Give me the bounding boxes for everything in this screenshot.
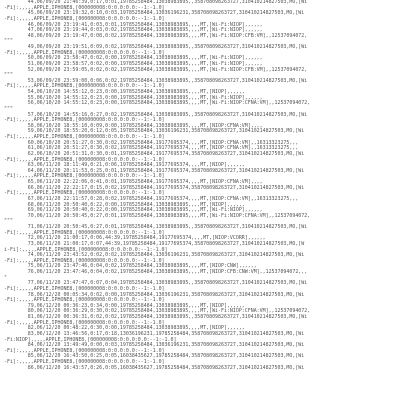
call-log-text: 44,06/09/20 21:46:39,0:17,0:01,19785258484,13038983895,,358708098263727,310410214827503,MO,[Wi -Fi]:,,,,,APPLE,IPHONE8,[000000008:0:0.0:0.0:--1:-1.0] 45,06/09/20 23:19:32,0:10,0:03,19785258484,13036196231,358708098263727,310410214827503,MO,[Wi -Fi]:,,,,,APPLE,IPHONE8,[000000008:0:0.0:0.0:--1:-1.0] 46,06/09/20 23:19:41,0:03,0:01,19785258484,13038983895,,,,MT,[Wi-Fi:NIOP],,,,,, 47,06/09/20 23:19:44,0:03,0:02,19785258484,13038983895,,,,MT,[Wi-Fi:NIOP],,,,,, 48,06/09/20 23:19:47,0:08,0:02,19785258484,13038983895,,,,MT,[Wi-Fi:NIOP:CFB:VM],,12537094072, """ 49,06/09/20 23:19:51,0:09,0:02,19785258484,13038983895,,358708098263727,310410214827503,MO,[Wi -Fi]:,,,,,APPLE,IPHONE8,[000000008:0:0.0:0.0:--1:-1.0] 50,06/09/20 23:58:47,0:02,0:00,19785258484,13038983895,,,,MT,[Wi-Fi:NIOP],,,,,, 51,06/09/20 23:58:57,0:02,0:00,19785258484,13038983895,,,,MT,[Wi-Fi:NIOP],,,,,, 52,06/09/20 23:59:05,0:02,0:02,19785258484,13038983895,,,,MT,[Wi-Fi:NIOP:CFB:VM],,12537094072, """ 53,06/09/20 23:59:00,0:06,0:02,19785258484,13038983895,,358708098263727,310410214827503,MO,[Wi -Fi]:,,,,,APPLE,IPHONE8,[000000008:0:0.0:0.0:--1:-1.0] 54,06/10/20 14:55:12,0:23,0:00,19785258484,13038983895,,,,MT,[NIOP],,,,,, 55,06/10/20 14:55:12,0:23,0:00,19785258484,13038983895,,,,MT,[Wi-Fi:NIOP],,,,,, 56,06/10/20 14:55:12,0:23,0:00,19785258484,13038983895,,,,MT,[Wi-Fi:NIOP:CFNA:VM],,12537094072, """ 57,06/10/20 14:55:16,0:27,0:02,19785258484,13038983895,,358708098263727,310410214827503,MO,[Wi -Fi]:,,,,,APPLE,IPHONE8,[000000008:0:0.0:0.0:--1:-1.0] 58,06/10/20 18:55:10,0:09,0:00,19785258484,13038983895,,,,MT,[NIOP:CFNA:VM],,,, 59,06/10/20 18:55:20,0:12,0:05,19785258484,13036196231,358708098263727,310410214827503,MO,[Wi -Fi]:,,,,,APPLE,IPHONE8,[000000008:0:0.0:0.0:--1:-1.0] 60,06/10/20 20:51:27,0:30,0:02,19785258484,19177695374,,,,MT,[NIOP:CFNA:VM],,16313323275,,, 61,06/10/20 20:51:27,0:30,0:02,19785258484,19177695374,,,,MT,[NIOP:CFNA:VM],,16313323275,,, 62,06/10/20 20:51:31,0:30,0:01,19785258484,19177695374,358708098263727,310410214827503,MO,[Wi -Fi]:,,,,,APPLE,IPHONE8,[000000008:0:0.0:0.0:--1:-1.0] 63,06/11/20 18:11:49,0:21,0:06,19785258484,19177695374,,,,MT,[NIOP],,,,,, 64,06/11/20 20:11:53,0:25,0:01,19785258484,19177695374,358708098263727,310410214827503,MO,[Wi -Fi]:,,,,,APPLE,IPHONE8,[000000008:0:0.0:0.0:--1:-1.0] 65,06/11/20 22:22:06,0:41,0:01,19785258484,19177695374,,,,MT,[NIOP:CFNA:VM],,,, 66,06/11/20 22:22:17,0:15,0:02,19785258484,19177695374,358708098263727,310410214827503,MO,[Wi -Fi]:,,,,,APPLE,IPHONE8,[000000008:0:0.0:0.0:--1:-1.0] 67,06/11/20 22:11:57,0:28,0:02,19785258484,19177695374,,,,MT,[NIOP:CFNA:VM],,16313323275,,, 68,06/11/20 20:50:40,0:22,0:00,19785258484,13038983895,,,,MT,[NIOP],,,,,, 69,06/11/20 20:50:40,0:22,0:00,19785258484,13038983895,,,,MT,[Wi-Fi:NIOP],,,,,, 70,06/11/20 20:50:45,0:27,0:01,19785258484,13038983895,,,,MT,[Wi-Fi:NIOP:CFNA:VM],,12537094072, """ 71,06/11/20 20:50:45,0:27,0:01,19785258484,13038983895,,358708098263727,310410214827503,MO,[Wi -Fi]:,,,,,APPLE,IPHONE8,[000000008:0:0.0:0.0:--1:-1.0] 72,06/11/20 21:00:17,0:06,44:39,19785258484,19177695374,,,,MT,[NIOP:VCORR],,,,,, 73,06/11/20 21:00:17,0:07,44:39,19785258484,19177695374,358708098263727,310410214827503,MO,[W i-Fi]:,,,,,APPLE,IPHONE8,[000000008:0:0.0:0.0:--1:-1.0] 74,06/11/20 23:43:52,0:02,0:02,19785258484,13036196231,358708098263727,310410214827503,MO,[Wi -Fi]:,,,,,APPLE,IPHONE8,[000000008:0:0.0:0.0:--1:-1.0] 75,06/11/20 23:47:46,0:04,0:02,19785258484,13038983895,,,,MT,[NIOP:CNW],,,,,, 76,06/11/20 23:47:46,0:04,0:02,19785258484,13038983895,,,,MT,[NIOP:CFB:CNW:VM],,12537094072,,, " 77,06/11/20 23:47:47,0:07,0:04,19785258484,13038983895,,358708098263727,310410214827503,MO,[Wi -Fi]:,,,,,APPLE,IPHONE8,[000000008:0:0.0:0.0:--1:-1.0] 78,06/12/20 00:05:34,0:02,0:00,19785258484,13036196231,358708098263727,310410214827503,MO,[Wi -Fi]:,,,,,APPLE,IPHONE8,[000000008:0:0.0:0.0:--1:-1.0] 79,06/12/20 00:36:23,0:34,0:00,19785258484,13038983895,,,,MT,[NIOP],,,,,, 80,06/12/20 00:36:29,0:30,0:02,19785258484,13038983895,,,,MT,[Wi-Fi:NIOP:CFNA:VM],,12537094072, 81,06/12/20 00:36:31,0:02,0:02,19785258484,13038983895,,358708098263727,310410214827503,MO,[Wi -Fi]:,,,,,APPLE,IPHONE8,[000000008:0:0.0:0.0:--1:-1.0] 82,06/12/20 00:48:22,0:30,0:00,19785258484,13038983895,,,,MT,[NIOP],,,,,, 83,06/12/20 13:46:56,0:17,0:18,13036196231,19785258484,358708098263727,310410214827503,MO,[Wi -Fi:NIOP],,,,,APPLE,IPHONE8,[000000008:0:0.0:0.0:--1:-1.0] 84,06/12/20 13:49:49,0:00,0:03,19785258484,13036196231,358708098263727,310410214827503,MO,[Wi -Fi]:,,,,,APPLE,IPHONE8,[000000008:0:0.0:0.0:--1:-1.0] 85,06/12/20 16:43:50,0:25,0:05,16038435627,19785258484,358708098263727,310410214827503,MO,[Wi -Fi]:,,,,,APPLE,IPHONE8,[000000008:0:0.0:0.0:--1:-1.0] 86,06/12/20 16:43:57,0:26,0:05,16038435627,19785258484,358708098263727,310410214827503,MO,[Wi bbox=[4, 0, 311, 371]
